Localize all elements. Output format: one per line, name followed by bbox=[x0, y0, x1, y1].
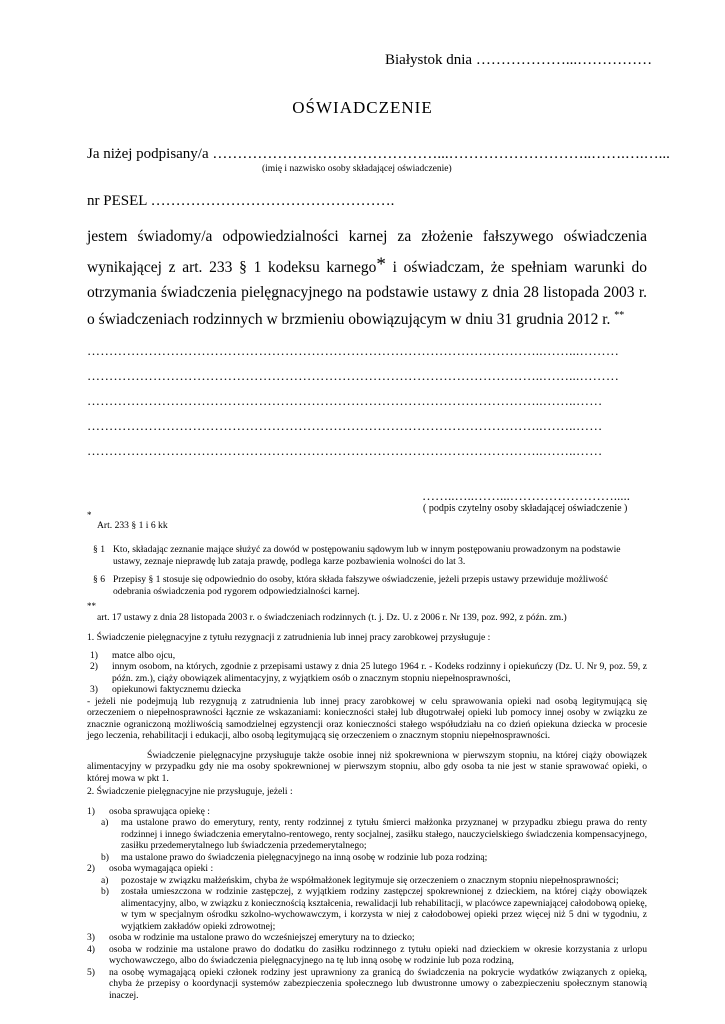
statement-line-4 bbox=[87, 311, 624, 329]
item-number: 5) bbox=[87, 966, 95, 978]
section-2-item-2b bbox=[101, 886, 647, 932]
footnote-paragraph-6 bbox=[93, 574, 645, 597]
item-number: 2) bbox=[90, 661, 98, 672]
item-number: 1) bbox=[87, 805, 95, 817]
section-2-item-2 bbox=[87, 863, 647, 875]
item-number: 4) bbox=[87, 943, 95, 955]
paragraph-1-text: Kto, składając zeznanie mające służyć za dowód w postępowaniu sądowym lub w innym postępowaniu prowadzonym na podstawie ustawy, zeznaje nieprawdę lub zataja prawdę, podlega karze pozbawienia wolności do lat 3. bbox=[113, 544, 621, 567]
signature-line: ……..…..……...……………………..... bbox=[422, 488, 630, 503]
statement-line-2 bbox=[87, 256, 647, 278]
blank-line-2: …………………………………………………………………………………………..……...……… bbox=[87, 368, 620, 383]
item-number: 3) bbox=[90, 684, 98, 695]
blank-line-3: …………………………………………………………………………………………..……..…… bbox=[87, 393, 603, 408]
section-2-item-1b bbox=[101, 852, 647, 864]
declarant-name-caption: (imię i nazwisko osoby składającej oświadczenie) bbox=[262, 164, 452, 174]
item-text: ma ustalone prawo do emerytury, renty, renty rodzinnej z tytułu śmierci małżonka przyznanej w przypadku zbiegu prawa do renty rodzinnej i innego świadczenia emerytalno-rentowego, renty socjalnej, zasiłku stałego, nauczycielskiego świadczenia kompensacyjnego, zasiłku przedemerytalnego lub świadczenia przedemerytalnego; bbox=[121, 817, 647, 851]
paragraph-6-label: § 6 bbox=[93, 574, 105, 585]
item-text: osoba wymagająca opieki : bbox=[109, 863, 214, 874]
section-2-item-1a bbox=[101, 817, 647, 852]
section-2-item-4 bbox=[87, 944, 647, 967]
section-2-item-3 bbox=[87, 932, 647, 944]
item-text: na osobę wymagającą opieki członek rodziny jest uprawniony za granicą do świadczenia na pokrycie wydatków związanych z opieką, chyba że przepisy o koordynacji systemów zabezpieczenia społecznego lub dwustronne umowy o zabezpieczeniu społecznym stanowią inaczej. bbox=[109, 966, 647, 1001]
section-1 bbox=[87, 632, 647, 784]
footnote-1-mark: * bbox=[87, 510, 92, 520]
section-2-item-2a bbox=[101, 875, 647, 887]
section-1-heading: 1. Świadczenie pielęgnacyjne z tytułu rezygnacji z zatrudnienia lub innej pracy zarobkowej przysługuje : bbox=[87, 632, 491, 643]
section-2-heading: 2. Świadczenie pielęgnacyjne nie przysługuje, jeżeli : bbox=[87, 786, 293, 797]
item-text: osoba w rodzinie ma ustalone prawo do wcześniejszej emerytury na to dziecko; bbox=[109, 932, 415, 943]
statement-line-2a: wynikającej z art. 233 § 1 kodeksu karnego bbox=[87, 259, 377, 276]
footnote-mark-1: * bbox=[376, 254, 386, 275]
item-number: 3) bbox=[87, 932, 95, 943]
declarant-name-line: Ja niżej podpisany/a ………………………………………...………………………..…….….…... bbox=[87, 146, 670, 162]
statement-line-4-text: o świadczeniach rodzinnych w brzmieniu obowiązującym w dniu 31 grudnia 2012 r. bbox=[87, 311, 611, 328]
item-number: 2) bbox=[87, 863, 95, 874]
item-text: została umieszczona w rodzinie zastępczej, z wyjątkiem rodziny zastępczej spokrewnionej z dzieckiem, na której ciąży obowiązek alimentacyjny, albo, w związku z koniecznością kształcenia, rewalidacji lub rehabilitacji, w placówce zapewniającej całodobową opiekę, w tym w specjalnym ośrodku szkolno-wychowawczym, i korzysta w niej z całodobowej opieki przez więcej niż 5 dni w tygodniu, z wyjątkiem zakładów opieki zdrowotnej; bbox=[121, 886, 647, 932]
item-text: ma ustalone prawo do świadczenia pielęgnacyjnego na inną osobę w rodzinie lub poza rodziną; bbox=[121, 851, 488, 863]
statement-line-2b: i oświadczam, że spełniam warunki do bbox=[385, 259, 647, 276]
section-2-item-1 bbox=[87, 806, 647, 818]
section-1-paragraph: Świadczenie pielęgnacyjne przysługuje także osobie innej niż spokrewniona w pierwszym stopniu, na której ciąży obowiązek alimentacyjny w przypadku gdy nie ma osoby spokrewnionej w pierwszym stopniu, albo gdy osoba ta nie jest w stanie sprawować opieki, o której mowa w pkt 1. bbox=[87, 749, 647, 784]
statement-line-3: otrzymania świadczenia pielęgnacyjnego na podstawie ustawy z dnia 28 listopada 2003 r. bbox=[87, 284, 647, 301]
page-title: OŚWIADCZENIE bbox=[292, 98, 433, 117]
pesel-line: nr PESEL …………………………………………. bbox=[87, 193, 395, 209]
footnote-paragraph-1 bbox=[93, 544, 645, 567]
paragraph-1-label: § 1 bbox=[93, 544, 105, 555]
section-2 bbox=[87, 786, 647, 1001]
section-1-item-3 bbox=[90, 684, 647, 696]
item-text: pozostaje w związku małżeńskim, chyba że współmałżonek legitymuje się orzeczeniem o znacznym stopniu niepełnosprawności; bbox=[121, 874, 619, 886]
place-date: Białystok dnia ………………...…………… bbox=[385, 52, 653, 68]
item-text: opiekunowi faktycznemu dziecka bbox=[112, 684, 241, 695]
item-letter: a) bbox=[101, 817, 109, 828]
item-text: matce albo ojcu, bbox=[112, 649, 176, 661]
item-text: innym osobom, na których, zgodnie z przepisami ustawy z dnia 25 lutego 1964 r. - Kodeks rodzinny i opiekuńczy (Dz. U. Nr 9, poz. 59, z późn. zm.), ciąży obowiązek alimentacyjny, z wyjątkiem osób o znacznym stopniu niepełnosprawności, bbox=[112, 661, 647, 684]
statement-line-1: jestem świadomy/a odpowiedzialności karnej za złożenie fałszywego oświadczenia bbox=[87, 228, 647, 245]
section-1-item-2 bbox=[90, 661, 647, 684]
footnote-2-mark: ** bbox=[87, 601, 96, 611]
footnote-art233: Art. 233 § 1 i 6 kk bbox=[97, 520, 168, 531]
section-1-note: - jeżeli nie podejmują lub rezygnują z zatrudnienia lub innej pracy zarobkowej w celu sprawowania opieki nad osobą legitymującą się orzeczeniem o niepełnosprawności łącznie ze wskazaniami: konieczności stałej lub długotrwałej opieki lub pomocy innej osoby w związku ze znacznie ograniczoną możliwością samodzielnej egzystencji oraz konieczności stałego współudziału na co dzień opiekuna dziecka w procesie jego leczenia, rehabilitacji i edukacji, albo osobą legitymującą się orzeczeniem o znacznym stopniu niepełnosprawności. bbox=[87, 695, 647, 741]
item-letter: b) bbox=[101, 886, 109, 897]
footnote-mark-2: ** bbox=[614, 309, 625, 321]
signature-caption: ( podpis czytelny osoby składającej oświadczenie ) bbox=[423, 503, 628, 514]
item-text: osoba sprawująca opiekę : bbox=[109, 805, 210, 817]
item-letter: b) bbox=[101, 851, 109, 863]
blank-line-4: …………………………………………………………………………………………..……..…… bbox=[87, 418, 603, 433]
blank-line-1: …………………………………………………………………………………………..……...……… bbox=[87, 343, 620, 358]
paragraph-6-text: Przepisy § 1 stosuje się odpowiednio do osoby, która składa fałszywe oświadczenie, jeżeli przepis ustawy przewiduje możliwość odebrania oświadczenia pod rygorem odpowiedzialności karnej. bbox=[113, 574, 608, 597]
section-2-item-5 bbox=[87, 967, 647, 1002]
footnote-art17: art. 17 ustawy z dnia 28 listopada 2003 r. o świadczeniach rodzinnych (t. j. Dz. U. z 2006 r. Nr 139, poz. 992, z późn. zm.) bbox=[97, 612, 567, 623]
item-number: 1) bbox=[90, 649, 98, 661]
item-letter: a) bbox=[101, 874, 109, 886]
section-1-item-1 bbox=[90, 650, 647, 662]
blank-line-5: …………………………………………………………………………………………..……..…… bbox=[87, 443, 603, 458]
item-text: osoba w rodzinie ma ustalone prawo do dodatku do zasiłku rodzinnego z tytułu opieki nad dzieckiem w okresie korzystania z urlopu wychowawczego, albo do świadczenia pielęgnacyjnego na tę lub inną osobę w rodzinie lub poza rodziną, bbox=[109, 943, 647, 966]
